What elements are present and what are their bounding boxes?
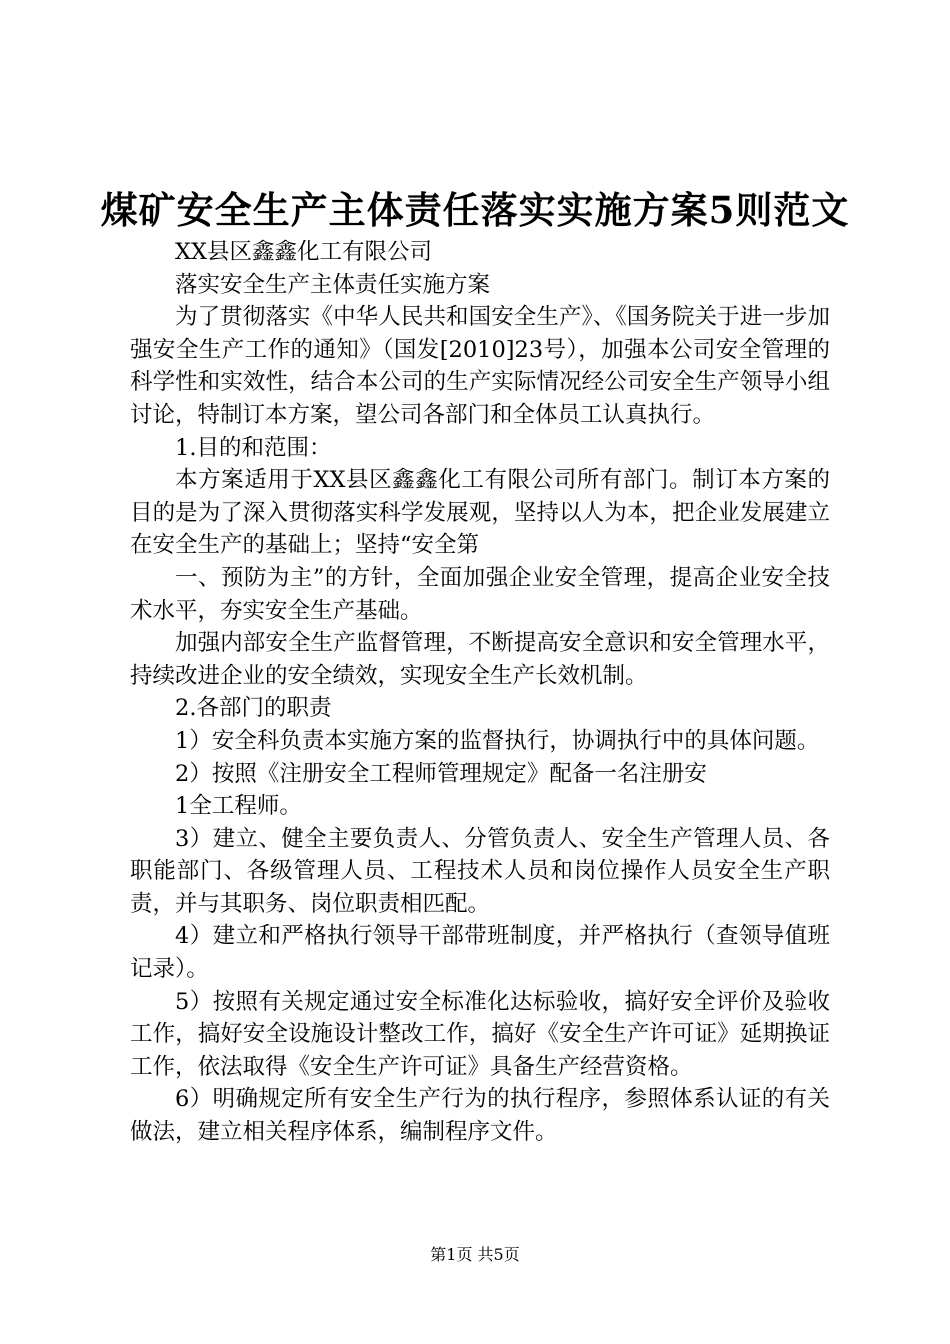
company-name-line: XX县区鑫鑫化工有限公司 bbox=[175, 239, 433, 265]
intro-paragraph: 为了贯彻落实《中华人民共和国安全生产》、《国务院关于进一步加强安全生产工作的通知》（国发[2010]23号），加强本公司安全管理的科学性和实效性，结合本公司的生产实际情况经公司安全生产领导小组讨论，特制订本方案，望公司各部门和全体员工认真执行。 bbox=[130, 304, 830, 428]
duty-item-3: 3）建立、健全主要负责人、分管负责人、安全生产管理人员、各职能部门、各级管理人员、工程技术人员和岗位操作人员安全生产职责，并与其职务、岗位职责相匹配。 bbox=[130, 825, 830, 917]
supervision-paragraph: 加强内部安全生产监督管理，不断提高安全意识和安全管理水平，持续改进企业的安全绩效，实现安全生产长效机制。 bbox=[130, 630, 830, 689]
document-body bbox=[130, 236, 830, 1149]
duty-item-2: 2）按照《注册安全工程师管理规定》配备一名注册安 bbox=[175, 760, 707, 787]
policy-paragraph: 一、预防为主”的方针，全面加强企业安全管理，提高企业安全技术水平，夯实安全生产基础。 bbox=[130, 564, 830, 624]
section-heading-duties: 2.各部门的职责 bbox=[175, 695, 332, 722]
duty-item-1: 1）安全科负责本实施方案的监督执行，协调执行中的具体问题。 bbox=[175, 727, 820, 754]
page-number-footer: 第1页 共5页 bbox=[430, 1245, 520, 1264]
duty-item-4: 4）建立和严格执行领导干部带班制度，并严格执行（查领导值班记录）。 bbox=[130, 923, 830, 983]
duty-item-5: 5）按照有关规定通过安全标准化达标验收，搞好安全评价及验收工作，搞好安全设施设计整改工作，搞好《安全生产许可证》延期换证工作，依法取得《安全生产许可证》具备生产经营资格。 bbox=[130, 988, 830, 1080]
scope-paragraph: 本方案适用于XX县区鑫鑫化工有限公司所有部门。制订本方案的目的是为了深入贯彻落实科学发展观，坚持以人为本，把企业发展建立在安全生产的基础上；坚持“安全第 bbox=[130, 467, 830, 559]
section-heading-purpose: 1.目的和范围： bbox=[175, 434, 332, 461]
plan-name-line: 落实安全生产主体责任实施方案 bbox=[175, 271, 491, 298]
duty-item-2-continued: 1全工程师。 bbox=[175, 793, 302, 820]
document-title: 煤矿安全生产主体责任落实实施方案5则范文 bbox=[100, 188, 850, 232]
duty-item-6: 6）明确规定所有安全生产行为的执行程序，参照体系认证的有关做法，建立相关程序体系，编制程序文件。 bbox=[130, 1086, 830, 1146]
